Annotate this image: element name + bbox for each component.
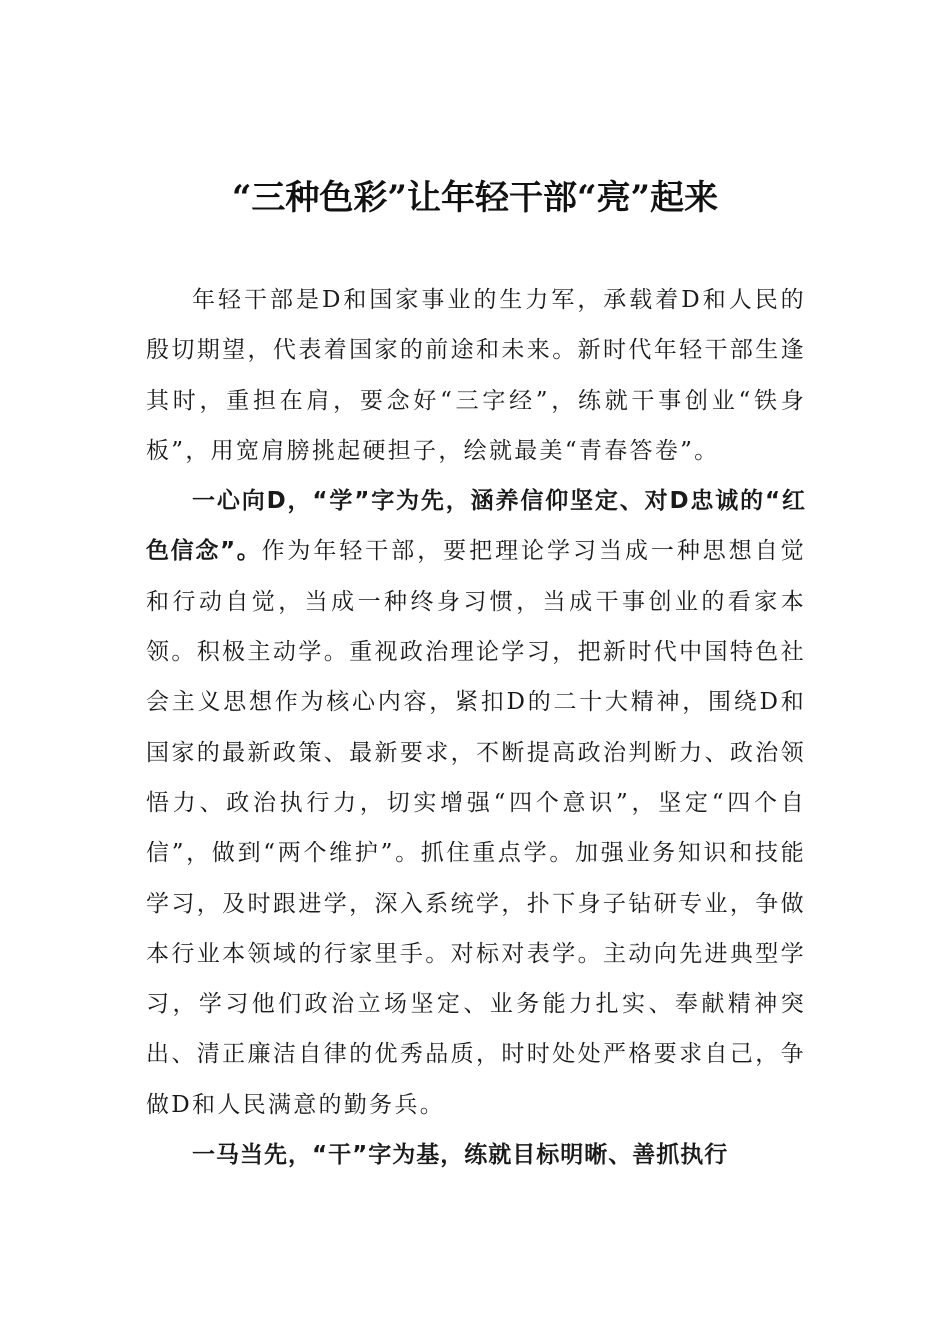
paragraph-work [146,1130,806,1180]
paragraph-text: 作为年轻干部，要把理论学习当成一种思想自觉和行动自觉，当成一种终身习惯，当成干事创业的看家本领。积极主动学。重视政治理论学习，把新时代中国特色社会主义思想作为核心内容，紧扣D的二十大精神，围绕D和国家的最新政策、最新要求，不断提高政治判断力、政治领悟力、政治执行力，切实增强“四个意识”，坚定“四个自信”，做到“两个维护”。抓住重点学。加强业务知识和技能学习，及时跟进学，深入系统学，扑下身子钻研专业，争做本行业本领域的行家里手。对标对表学。主动向先进典型学习，学习他们政治立场坚定、业务能力扎实、奉献精神突出、清正廉洁自律的优秀品质，时时处处严格要求自己，争做D和人民满意的勤务兵。 [146,538,806,1118]
paragraph-intro [146,275,806,476]
document-body [146,275,806,1180]
paragraph-heading: 一心向D，“学”字为先，涵养信仰坚定、对D忠诚的“红色信念”。 [146,488,806,565]
paragraph-text: 年轻干部是D和国家事业的生力军，承载着D和人民的殷切期望，代表着国家的前途和未来。新时代年轻干部生逢其时，重担在肩，要念好“三字经”，练就干事创业“铁身板”，用宽肩膀挑起硬担子，绘就最美“青春答卷”。 [146,287,806,464]
document-title: “三种色彩”让年轻干部“亮”起来 [231,178,719,218]
paragraph-study [146,476,806,1130]
paragraph-heading: 一马当先，“干”字为基，练就目标明晰、善抓执行 [192,1142,729,1169]
